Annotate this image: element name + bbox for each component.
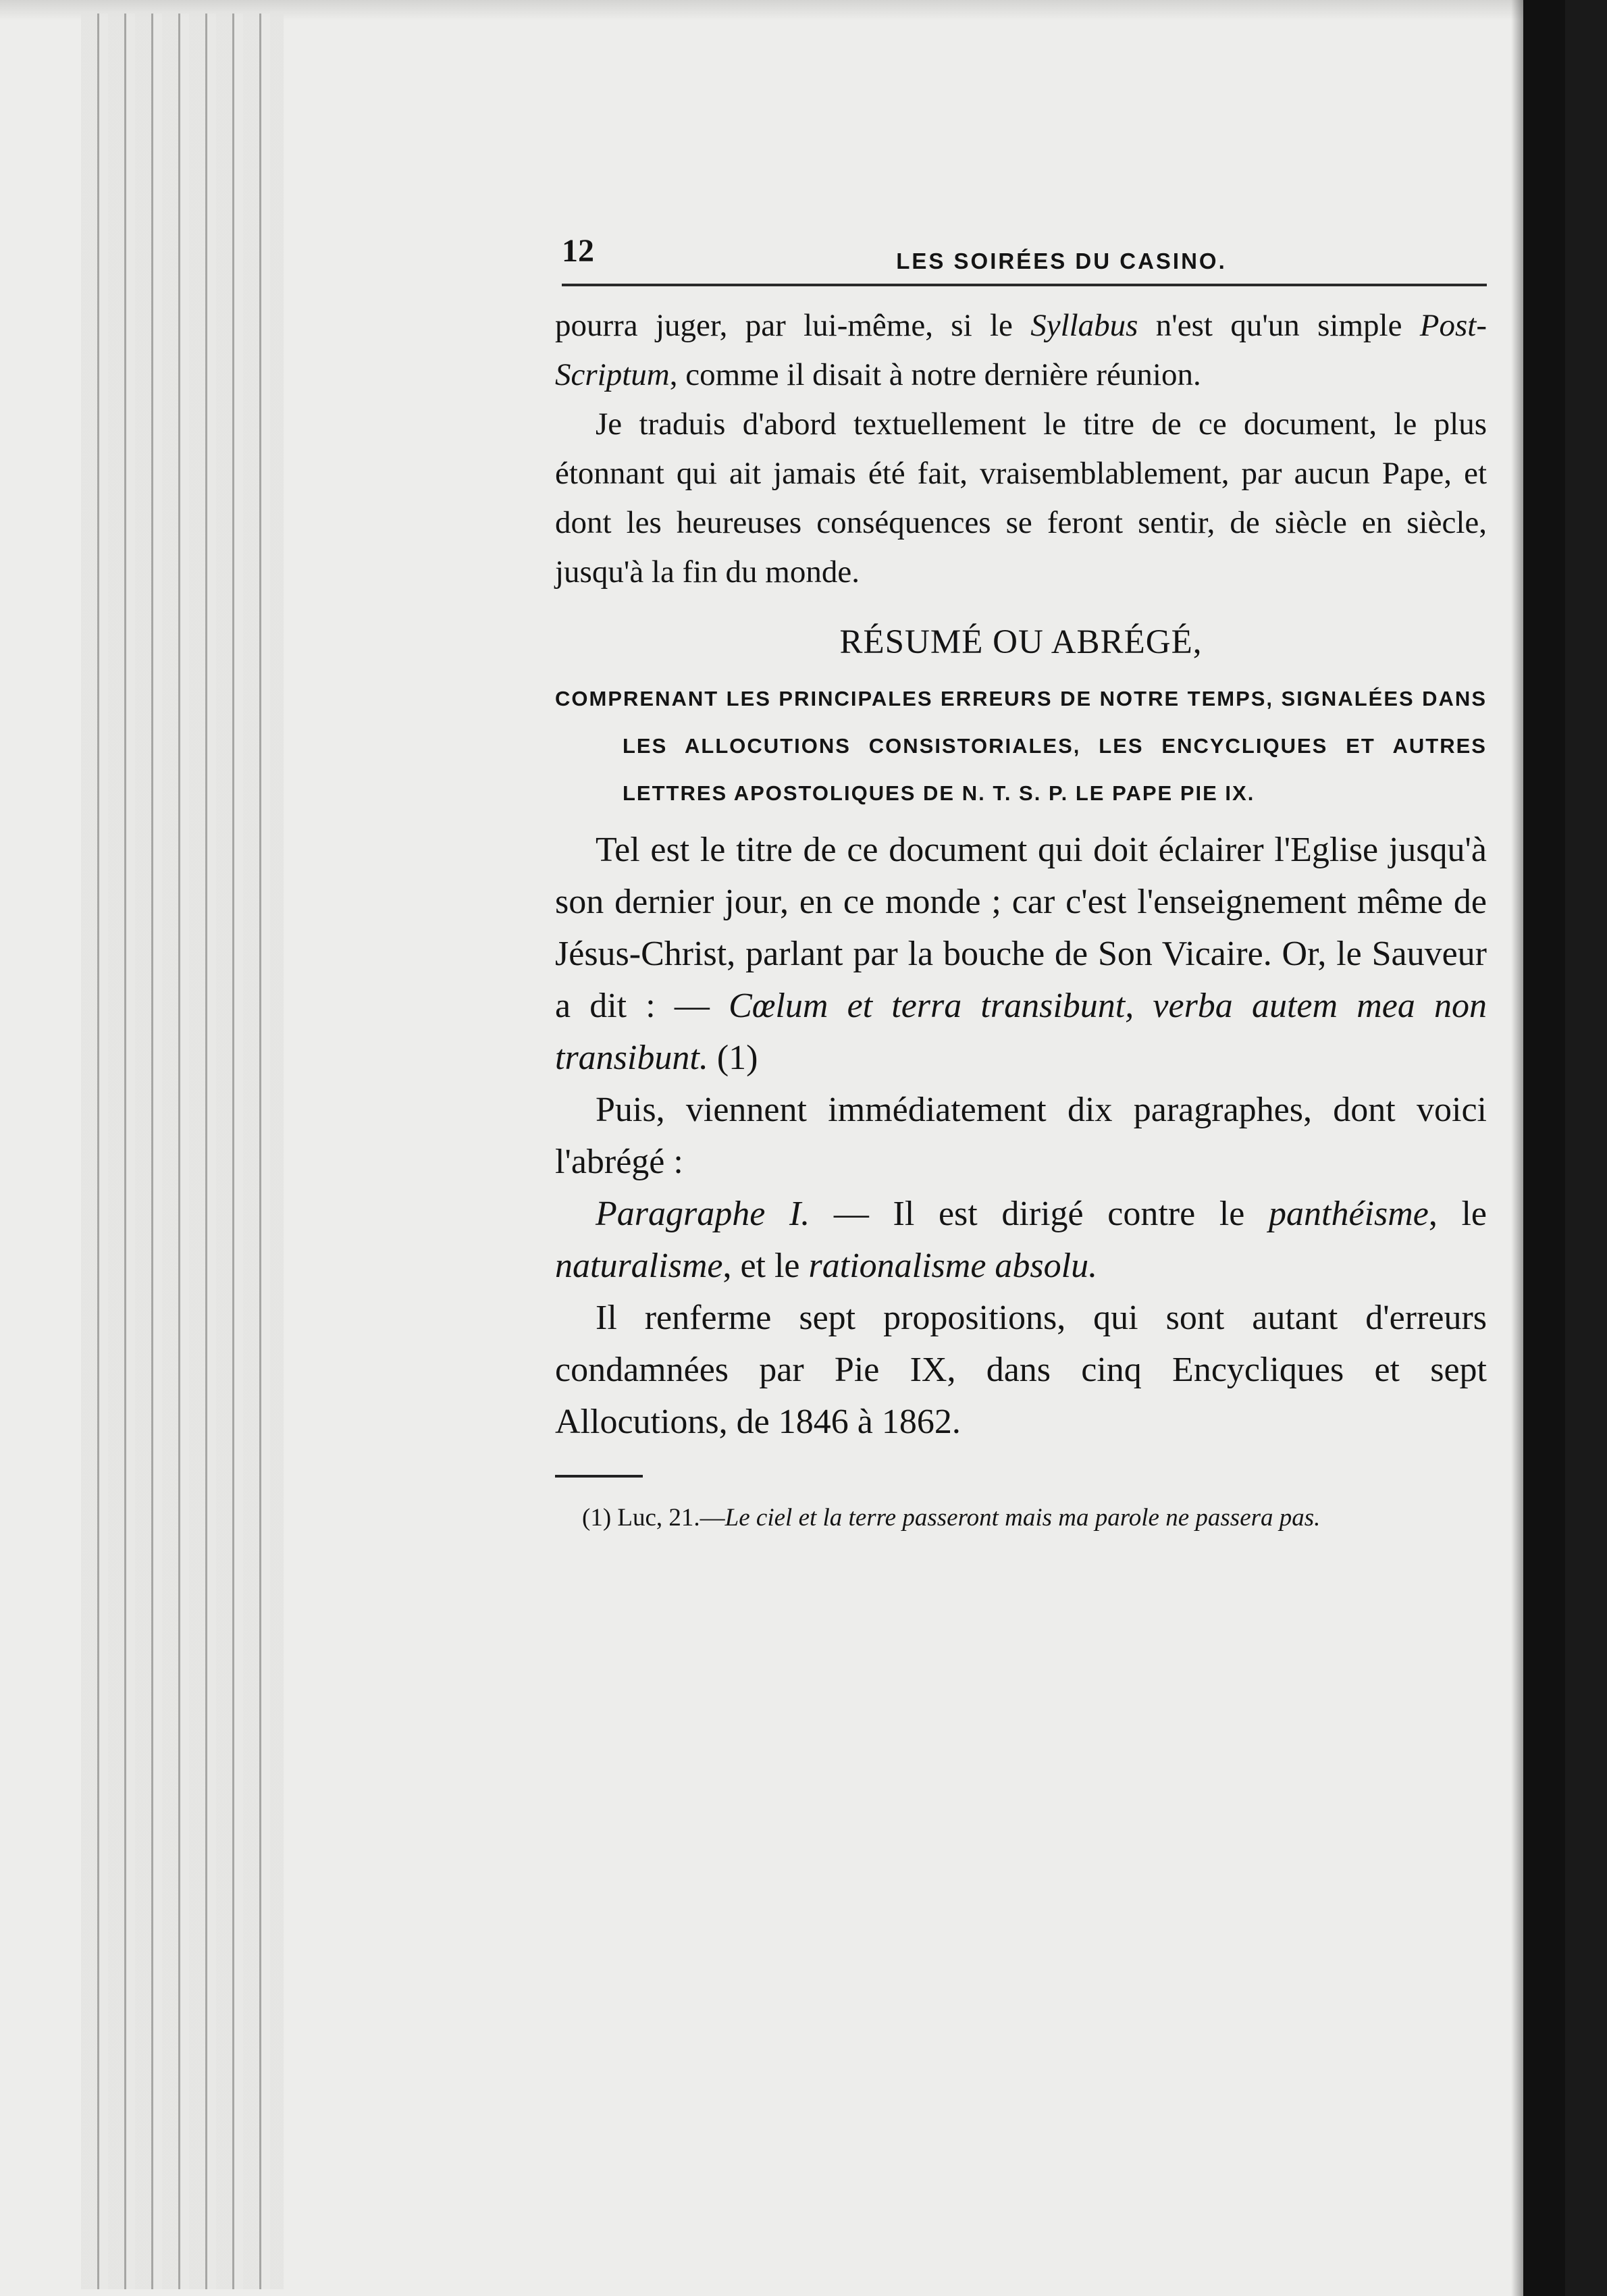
paragraph-5 bbox=[555, 1188, 1487, 1292]
running-title: LES SOIRÉES DU CASINO. bbox=[896, 249, 1227, 273]
text-run: , et le bbox=[722, 1247, 809, 1285]
footnote bbox=[555, 1498, 1487, 1538]
footnote-marker: (1) Luc, 21.— bbox=[582, 1504, 725, 1532]
footnote-text: Le ciel et la terre passeront mais ma parole ne passera pas. bbox=[725, 1504, 1321, 1532]
binding-shadow bbox=[1511, 0, 1523, 2296]
italic-run: naturalisme bbox=[555, 1247, 723, 1285]
paragraph-1 bbox=[555, 301, 1487, 400]
text-run: — Il est dirigé contre le bbox=[810, 1195, 1269, 1233]
header-rule bbox=[562, 284, 1487, 286]
italic-run: Syllabus bbox=[1030, 308, 1138, 343]
text-run: , le bbox=[1428, 1195, 1487, 1233]
section-title: RÉSUMÉ OU ABRÉGÉ, bbox=[839, 623, 1203, 661]
italic-run: Cœlum et terra transibunt, verba autem mea non transibunt. bbox=[555, 987, 1487, 1077]
text-run: Tel est le titre de ce document qui doit éclairer l'Eglise jusqu'à son dernier jour, en ce monde ; car c'est l'enseignement même de Jésus-Christ, parlant par la bouche de Son Vicaire. Or, le Sauveur a dit : — bbox=[555, 831, 1487, 1025]
paragraph-4: Puis, viennent immédiatement dix paragraphes, dont voici l'abrégé : bbox=[555, 1091, 1487, 1181]
paragraph-3 bbox=[555, 824, 1487, 1084]
text-run: (1) bbox=[708, 1039, 758, 1077]
italic-run: Paragraphe I. bbox=[596, 1195, 810, 1233]
italic-run: rationalisme absolu. bbox=[808, 1247, 1098, 1285]
text-run: n'est qu'un simple bbox=[1138, 308, 1420, 343]
page-number: 12 bbox=[562, 233, 594, 269]
italic-run: Post-Scriptum bbox=[555, 308, 1487, 392]
running-head bbox=[555, 223, 1487, 284]
paragraph-6: Il renferme sept propositions, qui sont autant d'erreurs condamnées par Pie IX, dans cinq Encycliques et sept Allocutions, de 1846 à 1862. bbox=[555, 1299, 1487, 1441]
stacked-page-edges bbox=[81, 14, 284, 2289]
section-subtitle: COMPRENANT LES PRINCIPALES ERREURS DE NOTRE TEMPS, SIGNALÉES DANS LES ALLOCUTIONS CONSISTORIALES, LES ENCYCLIQUES ET AUTRES LETTRES APOSTOLIQUES DE N. T. S. P. LE PAPE PIE IX. bbox=[555, 687, 1487, 805]
footnote-rule bbox=[555, 1475, 643, 1478]
page-content bbox=[555, 223, 1487, 1538]
text-run: , comme il disait à notre dernière réunion. bbox=[669, 357, 1201, 392]
italic-run: panthéisme bbox=[1269, 1195, 1429, 1233]
paragraph-2: Je traduis d'abord textuellement le titre de ce document, le plus étonnant qui ait jamais été fait, vraisemblablement, par aucun Pape, et dont les heureuses conséquences se feront sentir, de siècle en siècle, jusqu'à la fin du monde. bbox=[555, 407, 1487, 590]
text-run: pourra juger, par lui-même, si le bbox=[555, 308, 1031, 343]
book-binding bbox=[1523, 0, 1565, 2296]
